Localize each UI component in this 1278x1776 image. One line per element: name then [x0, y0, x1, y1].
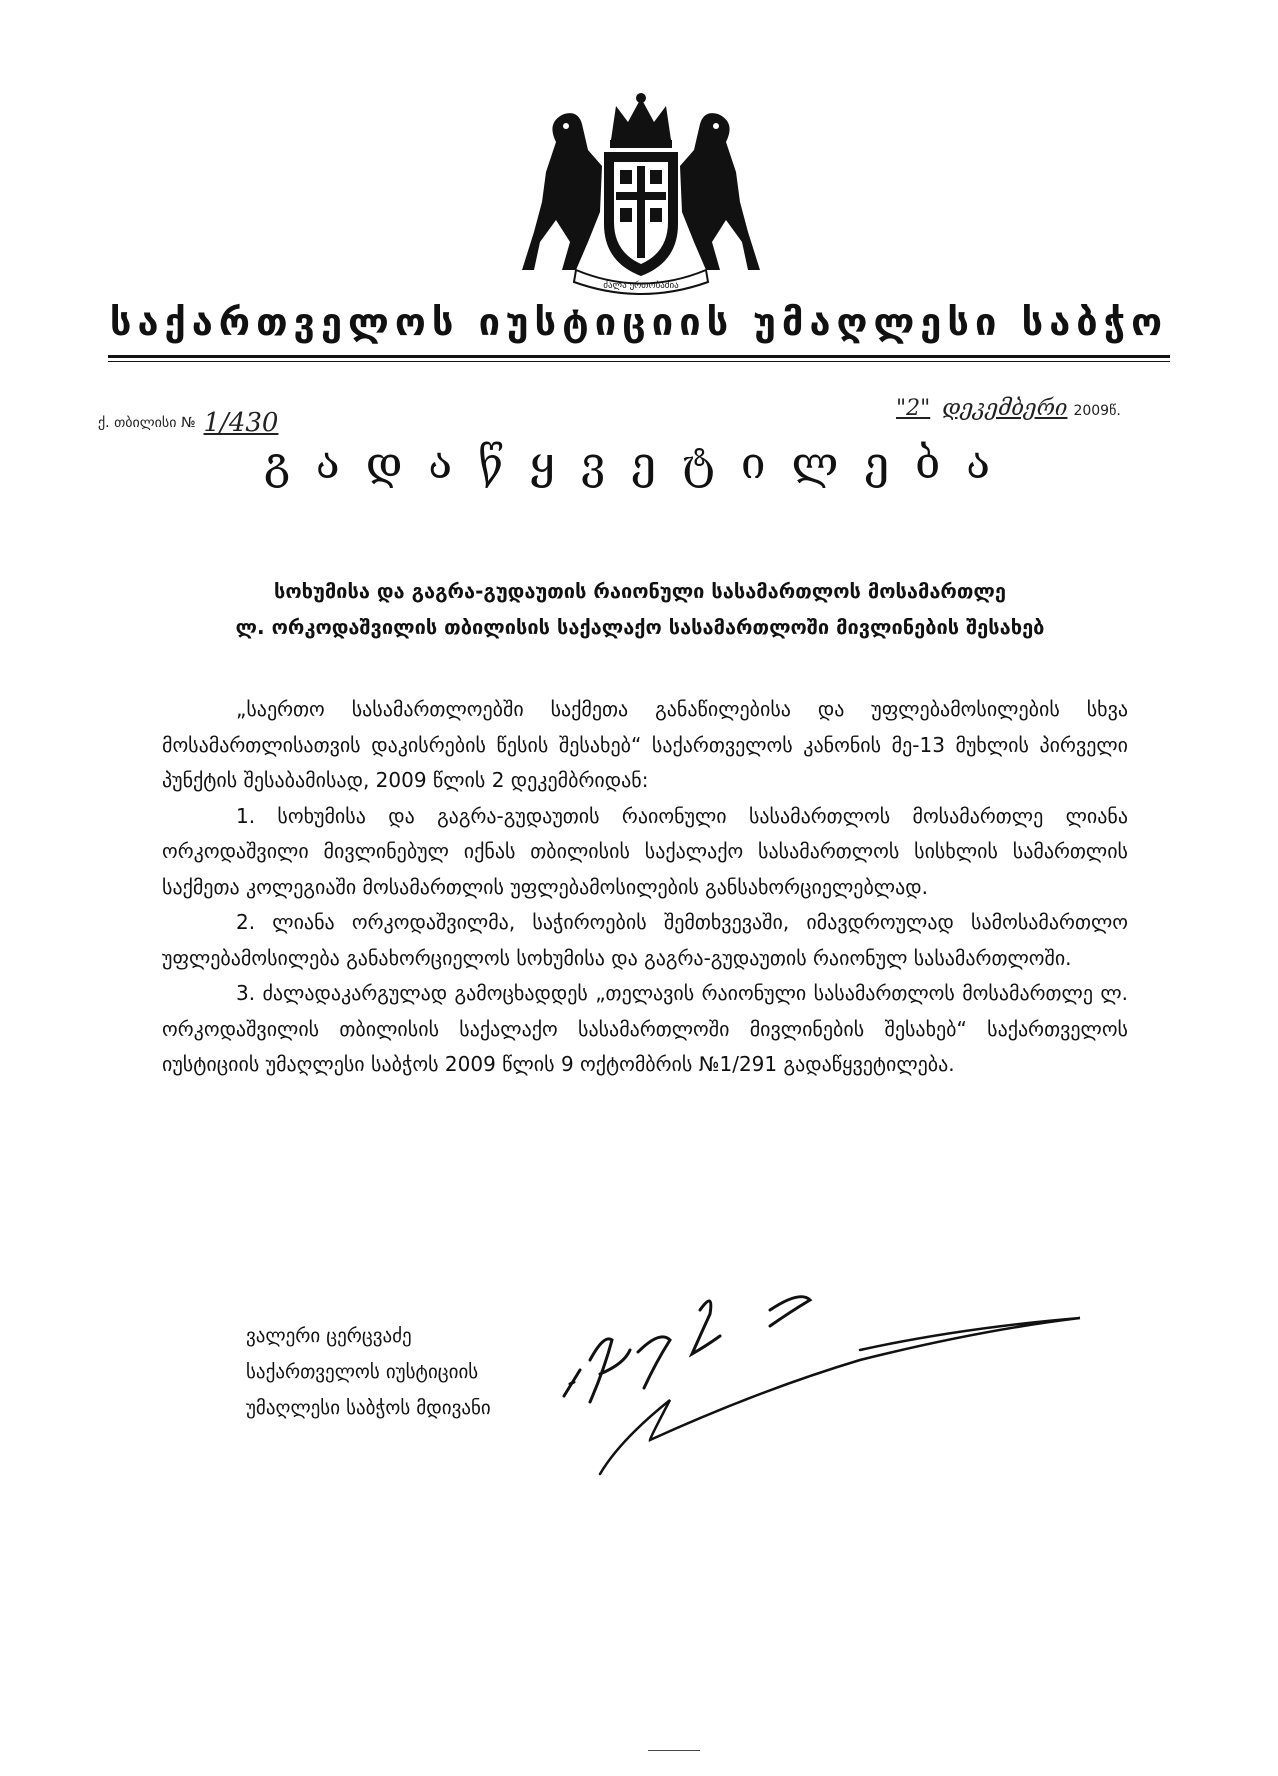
document-date — [890, 396, 1121, 421]
paragraph-intro: „საერთო სასამართლოებში საქმეთა განაწილებისა და უფლებამოსილების სხვა მოსამართლისათვის დაკისრების წესის შესახებ“ საქართველოს კანონის მე-13 მუხლის პირველი პუნქტის შესაბამისად, 2009 წლის 2 დეკემბრიდან: — [162, 697, 1128, 792]
date-day: "2" — [896, 396, 931, 421]
georgia-coat-of-arms-icon — [516, 92, 766, 302]
date-year: 2009წ. — [1073, 403, 1121, 419]
decision-item-1: 1. სოხუმისა და გაგრა-გუდაუთის რაიონული სასამართლოს მოსამართლე ლიანა ორკოდაშვილი მივლინებულ იქნას თბილისის საქალაქო სასამართლოს სისხლის სამართლის საქმეთა კოლეგიაში მოსამართლის უფლებამოსილების განსახორციელებლად. — [162, 803, 1128, 899]
svg-text:ძალა ერთობაშია: ძალა ერთობაშია — [603, 281, 679, 291]
subject-line-2: ლ. ორკოდაშვილის თბილისის საქალაქო სასამართლოში მივლინების შესახებ — [235, 615, 1045, 639]
institution-name: საქართველოს იუსტიციის უმაღლესი საბჭო — [109, 300, 1169, 344]
header-rule-thin — [108, 361, 1170, 362]
number-value: 1/430 — [203, 408, 279, 438]
document-number — [98, 408, 278, 438]
header-rule-thick — [108, 355, 1170, 358]
footer-line — [648, 1750, 700, 1751]
signatory-name: ვალერი ცერცვაძე — [246, 1325, 412, 1347]
document-title: გადაწყვეტილება — [263, 438, 1016, 489]
date-month: დეკემბერი — [942, 396, 1068, 421]
handwritten-signature-icon — [560, 1270, 1100, 1480]
decision-item-2: 2. ლიანა ორკოდაშვილმა, საჭიროების შემთხვევაში, იმავდროულად სამოსამართლო უფლებამოსილება განახორციელოს სოხუმისა და გაგრა-გუდაუთის რაიონულ სასამართლოში. — [162, 910, 1128, 970]
signatory-position-2: უმაღლესი საბჭოს მდივანი — [246, 1397, 491, 1419]
signatory-block — [246, 1318, 491, 1426]
decision-item-3: 3. ძალადაკარგულად გამოცხადდეს „თელავის რაიონული სასამართლოს მოსამართლე ლ. ორკოდაშვილის თბილისის საქალაქო სასამართლოში მივლინების შესახებ“ საქართველოს იუსტიციის უმაღლესი საბჭოს 2009 წლის 9 ოქტომბრის №1/291 გადაწყვეტილება. — [162, 981, 1128, 1076]
subject-line-1: სოხუმისა და გაგრა-გუდაუთის რაიონული სასამართლოს მოსამართლე — [273, 579, 1007, 603]
document-subject — [160, 573, 1120, 645]
document-body — [162, 692, 1128, 1083]
number-label: ქ. თბილისი № — [98, 415, 196, 431]
signatory-position-1: საქართველოს იუსტიციის — [246, 1361, 479, 1383]
